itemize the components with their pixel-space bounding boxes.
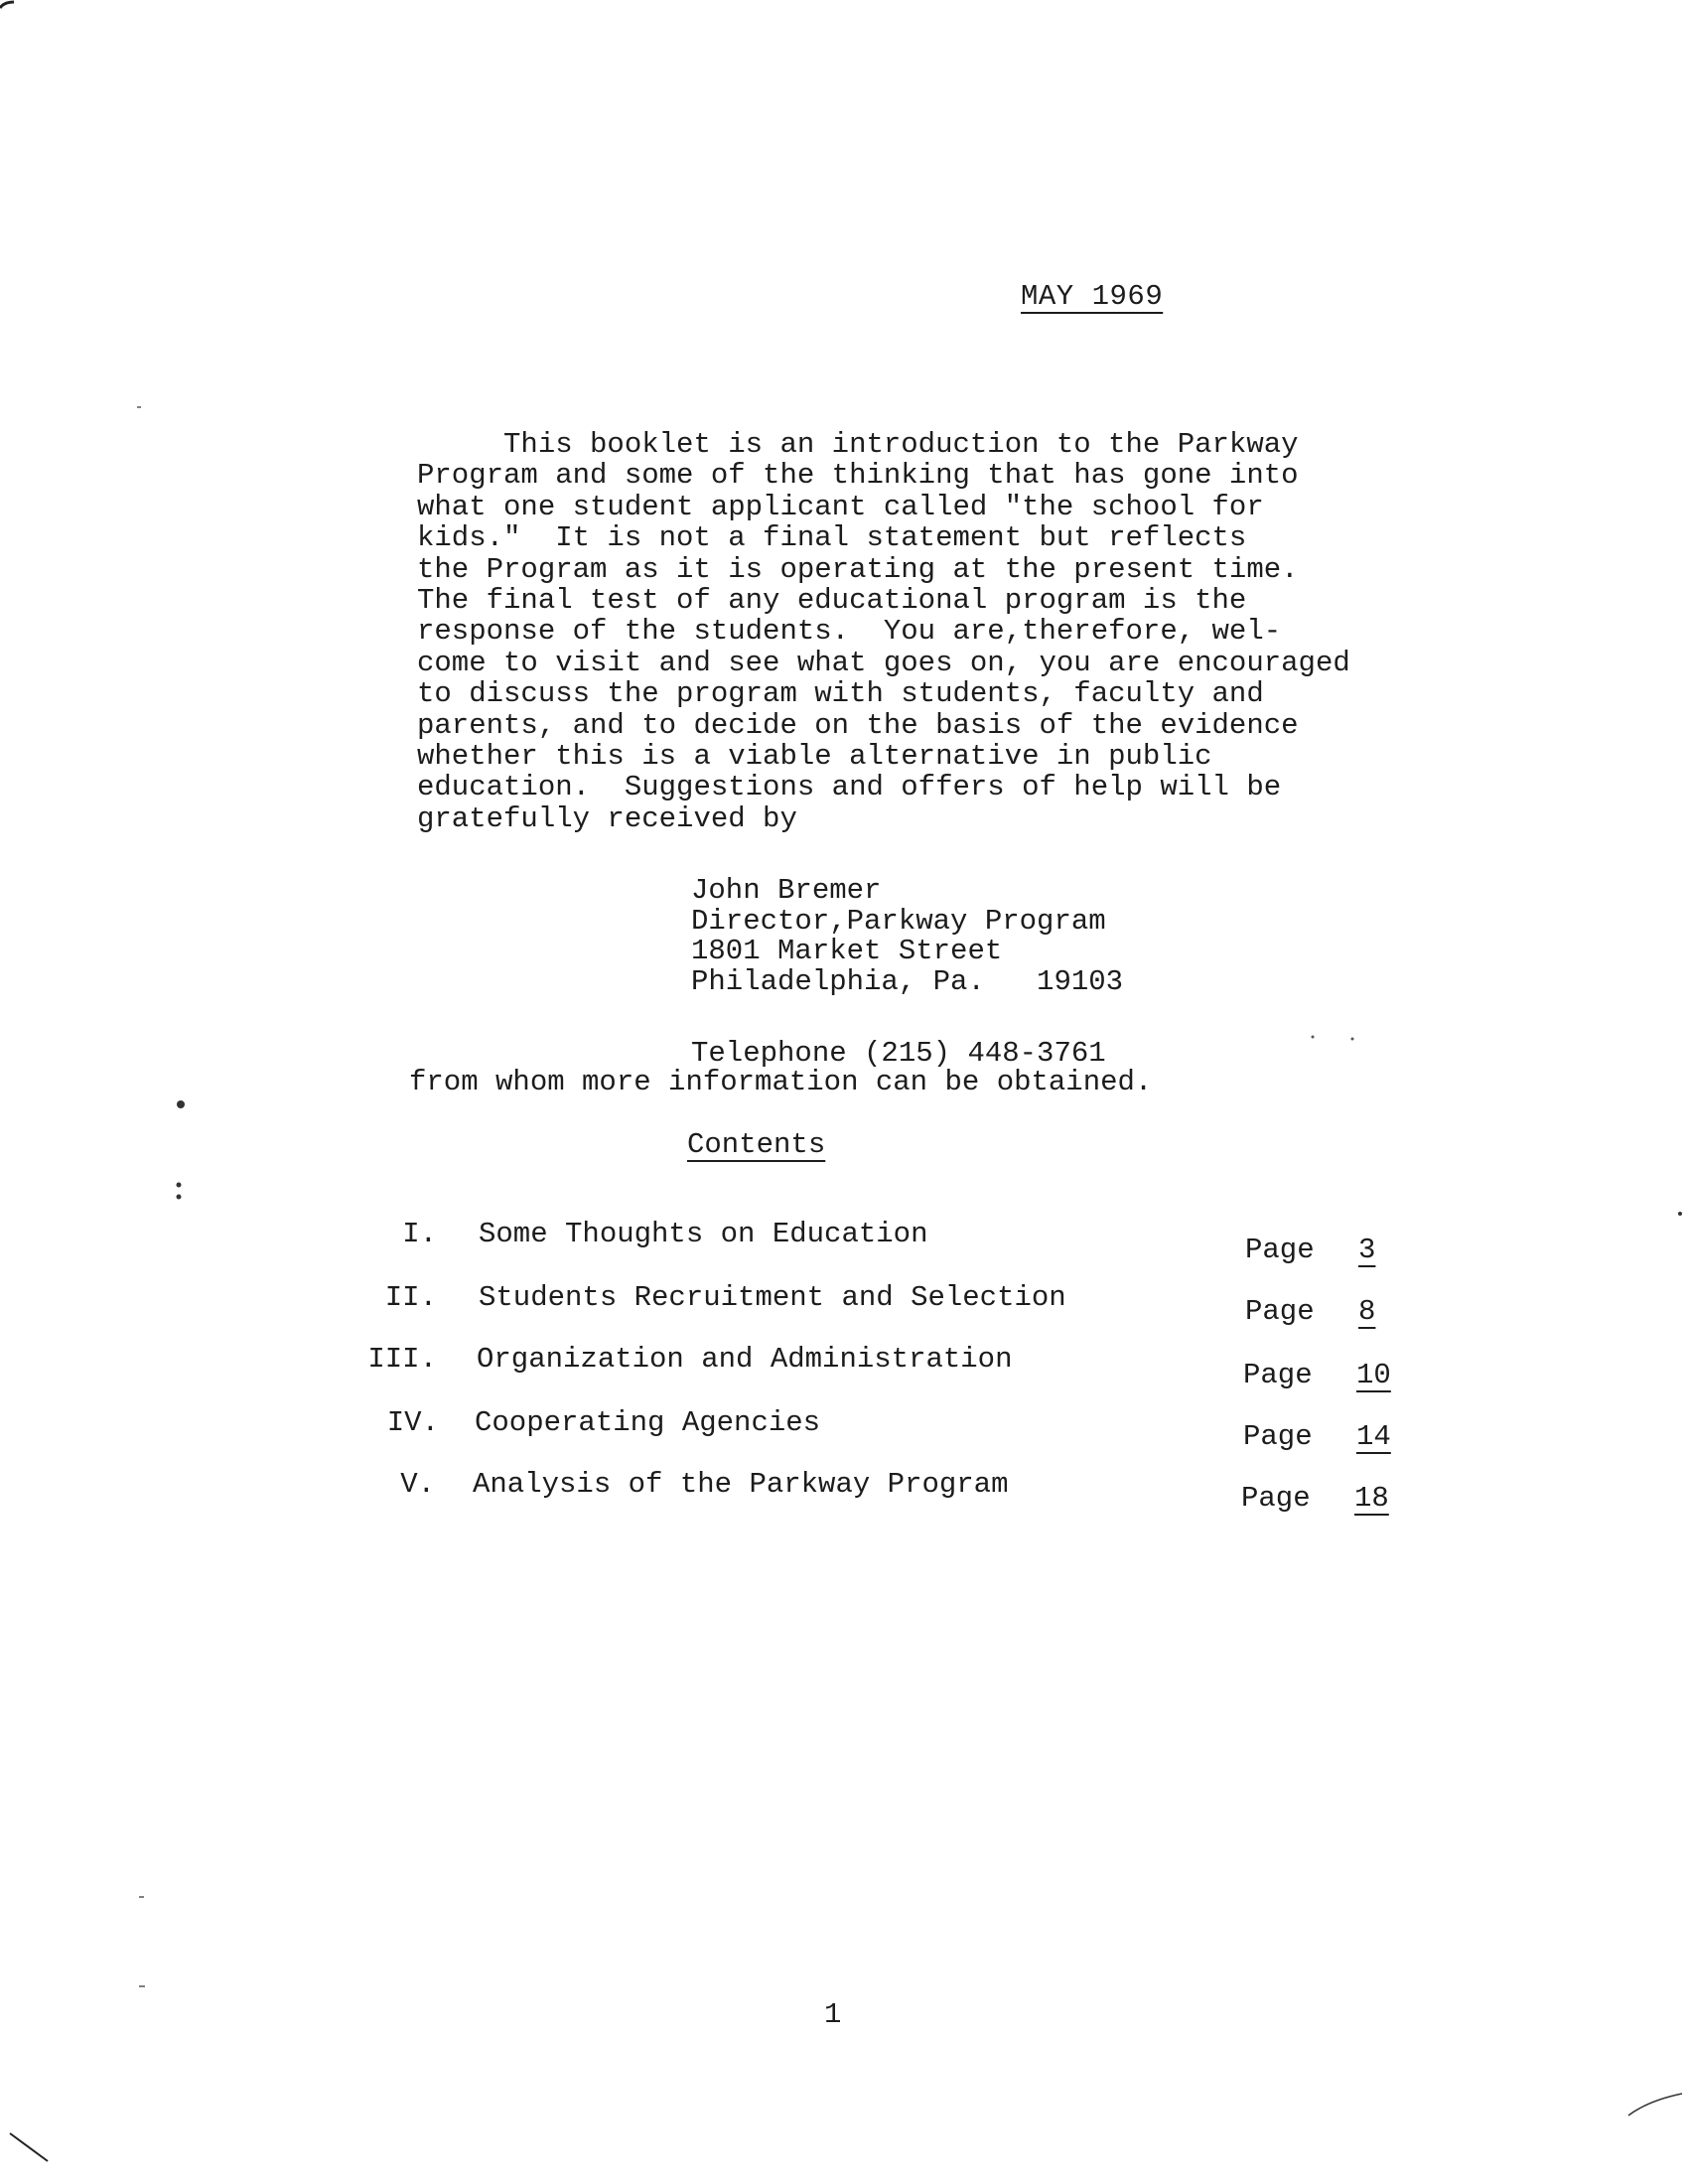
toc-item xyxy=(0,1468,1688,1515)
contents-heading: Contents xyxy=(687,1128,826,1161)
intro-line: whether this is a viable alternative in public xyxy=(417,740,1212,774)
intro-line: the Program as it is operating at the present time. xyxy=(417,552,1299,586)
toc-page-number: 10 xyxy=(1356,1359,1391,1391)
scan-speck-icon xyxy=(1678,1212,1682,1216)
toc-numeral: V. xyxy=(400,1468,435,1501)
closing-suffix: information can be obtained. xyxy=(668,1066,1153,1098)
toc-page-label: Page xyxy=(1245,1234,1315,1266)
toc-item xyxy=(0,1343,1688,1391)
document-date: MAY 1969 xyxy=(1021,280,1164,313)
intro-line: what one student applicant called "the school for xyxy=(417,490,1264,523)
toc-page-label: Page xyxy=(1241,1482,1311,1515)
toc-page-number: 8 xyxy=(1358,1295,1376,1328)
intro-line: parents, and to decide on the basis of the evidence xyxy=(417,708,1299,742)
scan-speck-icon xyxy=(177,1183,182,1188)
intro-line: Program and some of the thinking that has gone into xyxy=(417,459,1299,493)
closing-line xyxy=(409,1066,1152,1098)
toc-numeral: II. xyxy=(384,1281,437,1314)
contact-address xyxy=(691,876,1123,997)
intro-line: to discuss the program with students, faculty and xyxy=(417,677,1264,711)
intro-line: come to visit and see what goes on, you are encouraged xyxy=(417,646,1350,679)
corner-mark-icon xyxy=(0,2,14,8)
intro-line: response of the students. You are,therefore, wel- xyxy=(417,615,1282,649)
page-number: 1 xyxy=(824,1998,842,2031)
contact-title: Director,Parkway Program xyxy=(691,904,1106,938)
toc-page-label: Page xyxy=(1243,1420,1313,1453)
intro-line: gratefully received by xyxy=(417,801,797,835)
toc-title: Analysis of the Parkway Program xyxy=(473,1468,1009,1501)
scan-speck-icon xyxy=(177,1100,185,1108)
corner-mark-icon xyxy=(10,2133,48,2161)
scan-speck-icon xyxy=(177,1195,182,1200)
toc-item xyxy=(0,1406,1688,1453)
toc-page-number: 3 xyxy=(1358,1234,1376,1266)
toc-page-number: 18 xyxy=(1354,1482,1389,1515)
intro-line: kids." It is not a final statement but reflects xyxy=(417,521,1247,555)
toc-item xyxy=(0,1281,1688,1328)
contact-street: 1801 Market Street xyxy=(691,935,1003,967)
scan-speck-icon xyxy=(1312,1036,1315,1039)
toc-title: Cooperating Agencies xyxy=(475,1406,821,1439)
toc-page-label: Page xyxy=(1245,1295,1315,1328)
scan-speck-icon xyxy=(1351,1038,1354,1041)
toc-title: Some Thoughts on Education xyxy=(479,1218,928,1250)
toc-item xyxy=(0,1218,1688,1266)
toc-page-number: 14 xyxy=(1356,1420,1391,1453)
toc-page-label: Page xyxy=(1243,1359,1313,1391)
toc-title: Students Recruitment and Selection xyxy=(479,1281,1066,1314)
intro-line: The final test of any educational program is the xyxy=(417,584,1247,618)
intro-line: This booklet is an introduction to the Parkway xyxy=(417,428,1299,461)
toc-numeral: IV. xyxy=(386,1406,439,1439)
intro-line: education. Suggestions and offers of help will be xyxy=(417,771,1282,804)
intro-paragraph xyxy=(417,429,1430,834)
closing-prefix: from whom more xyxy=(409,1066,651,1098)
toc-title: Organization and Administration xyxy=(477,1343,1013,1376)
contact-name: John Bremer xyxy=(691,874,882,907)
corner-mark-icon xyxy=(1628,2094,1682,2115)
toc-numeral: I. xyxy=(402,1218,437,1250)
toc-numeral: III. xyxy=(367,1343,437,1376)
contact-telephone: Telephone (215) 448-3761 xyxy=(691,1037,1106,1070)
contact-city: Philadelphia, Pa. 19103 xyxy=(691,964,1124,998)
